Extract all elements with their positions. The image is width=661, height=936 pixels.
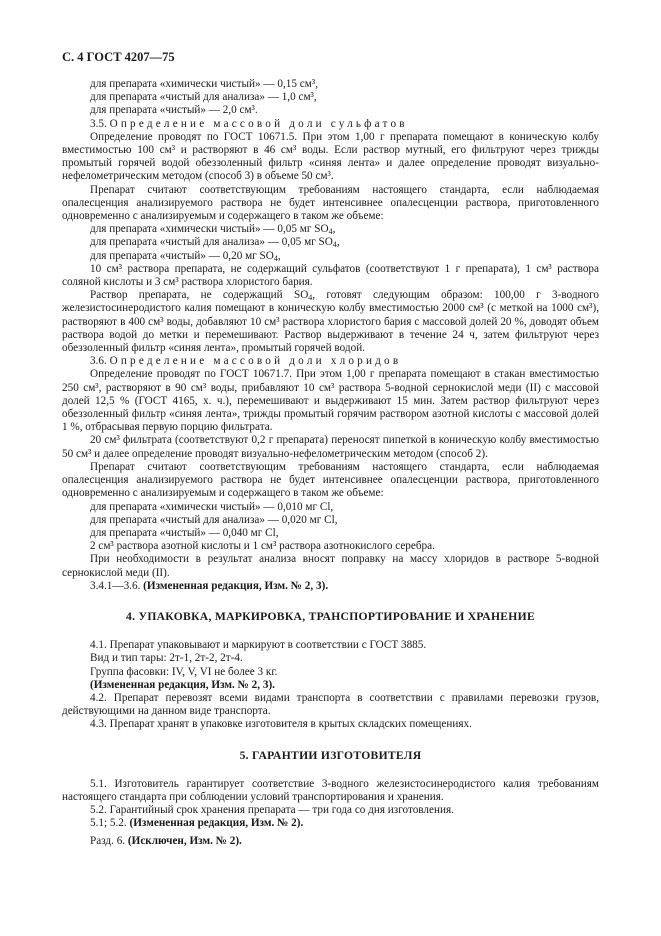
section-title-5: 5. ГАРАНТИИ ИЗГОТОВИТЕЛЯ — [239, 748, 422, 762]
paragraph: 10 см³ раствора препарата, не содержащий сульфатов (соответствуют 1 г препарата), 1 см³ раствора соляной кислоты и 3 см³ раствора хлористого бария. — [62, 262, 599, 289]
limit-line: для препарата «чистый» — 0,20 мг $SO_4$, — [90, 249, 281, 263]
paragraph: 20 см³ фильтрата (соответствуют 0,2 г препарата) переносят пипеткой в коническую колбу вместимостью 50 см³ и далее определение проводят визуально-нефелометрическим методом (способ 2). — [62, 434, 599, 460]
paragraph: Определение проводят по ГОСТ 10671.7. При этом 1,00 г препарата помещают в стакан вместимостью 250 см³, растворяют в 90 см³ воды, прибавляют 10 см³ раствора 5-водной сернокислой меди (II) с массовой долей 12,5 % (ГОСТ 4165, х. ч.), перемешивают и выдерживают 15 мин. Затем раствор фильтруют через обеззоленный фильтр «синяя лента», трижды промытый горячим раствором азотной кислоты с массовой долей 1 %, отбрасывая первую порцию фильтрата. — [62, 368, 599, 434]
paragraph: Вид и тип тары: 2т-1, 2т-2, 2т-4. — [90, 652, 243, 665]
paragraph: 4.1. Препарат упаковывают и маркируют в соответствии с ГОСТ 3885. — [90, 639, 427, 652]
limit-line: для препарата «чистый» — 0,040 мг Cl, — [90, 526, 279, 539]
limit-line: для препарата «химически чистый» — 0,010 мг Cl, — [90, 500, 334, 513]
limit-line: для препарата «чистый для анализа» — 0,020 мг Cl, — [90, 513, 338, 526]
subsection-number: 3.5. — [90, 117, 110, 130]
paragraph: При необходимости в результат анализа вносят поправку на массу хлоридов в растворе 5-водной сернокислой меди (II). — [62, 553, 599, 579]
subsection-heading-3-6 — [62, 355, 599, 368]
limit-line: для препарата «чистый для анализа» — 0,05 мг $SO_4$, — [90, 236, 340, 250]
limit-line: для препарата «чистый» — 2,0 см³. — [90, 104, 258, 117]
paragraph: Раствор препарата, не содержащий $SO_4$, готовят следующим образом: 100,00 г 3-водного железистосинеродистого калия помещают в коническую колбу вместимостью 2000 см³ (с меткой на 1000 см³), растворяют в 400 см³ воды, добавляют 10 см³ раствора хлористого бария с массовой долей 20 %, доводят объем раствора водой до метки и перемешивают. Раствор выдерживают в течение 24 ч, затем фильтруют через обеззоленный фильтр «синяя лента», промытый горячей водой. — [62, 289, 599, 355]
edition-note: 3.4.1—3.6. (Измененная редакция, Изм. № 2, 3). — [90, 579, 329, 592]
limit-line: 2 см³ раствора азотной кислоты и 1 см³ раствора азотнокислого серебра. — [90, 540, 435, 553]
page-content — [62, 78, 599, 848]
paragraph: Препарат считают соответствующим требованиям настоящего стандарта, если наблюдаемая опалесценция анализируемого раствора не будет интенсивнее опалесценции раствора, приготовленного одновременно с анализируемым и содержащего в таком же объеме: — [62, 460, 599, 500]
subsection-title: Определение массовой доли хлоридов — [109, 355, 402, 368]
subsection-title: Определение массовой доли сульфатов — [109, 117, 408, 130]
paragraph: Препарат считают соответствующим требованиям настоящего стандарта, если наблюдаемая опалесценция анализируемого раствора не будет интенсивнее опалесценции раствора, приготовленного одновременно с анализируемым и содержащего в таком же объеме: — [62, 183, 599, 223]
subsection-heading-3-5 — [62, 118, 599, 131]
paragraph: 4.3. Препарат хранят в упаковке изготовителя в крытых складских помещениях. — [90, 718, 472, 731]
paragraph: Определение проводят по ГОСТ 10671.5. При этом 1,00 г препарата помещают в коническую колбу вместимостью 100 см³ и растворяют в 46 см³ воды. Если раствор мутный, его фильтруют через трижды промытый горячей водой обеззоленный фильтр «синяя лента» и далее определение проводят визуально-нефелометрическим методом (способ 3) в объеме 50 см³. — [62, 130, 599, 183]
subsection-number: 3.6. — [90, 355, 110, 368]
edition-note: (Измененная редакция, Изм. № 2, 3). — [90, 678, 275, 691]
paragraph: 5.1. Изготовитель гарантирует соответствие 3-водного железистосинеродистого калия требованиям настоящего стандарта при соблюдении условий транспортирования и хранения. — [62, 777, 599, 803]
limit-line: для препарата «химически чистый» — 0,05 мг $SO_4$, — [90, 223, 336, 237]
section-title-4: 4. УПАКОВКА, МАРКИРОВКА, ТРАНСПОРТИРОВАНИЕ И ХРАНЕНИЕ — [126, 609, 535, 623]
paragraph: 4.2. Препарат перевозят всеми видами транспорта в соответствии с правилами перевозки грузов, действующими на данном виде транспорта. — [62, 691, 599, 718]
paragraph: Группа фасовки: IV, V, VI не более 3 кг. — [90, 665, 278, 678]
limit-line: для препарата «химически чистый» — 0,15 см³, — [90, 78, 318, 90]
page-header: С. 4 ГОСТ 4207—75 — [62, 50, 175, 64]
limit-line: для препарата «чистый для анализа» — 1,0 см³, — [90, 91, 317, 104]
edition-note: 5.1; 5.2. (Измененная редакция, Изм. № 2). — [90, 817, 304, 830]
edition-note: Разд. 6. (Исключен, Изм. № 2). — [90, 834, 242, 847]
paragraph: 5.2. Гарантийный срок хранения препарата — три года со дня изготовления. — [90, 804, 454, 817]
